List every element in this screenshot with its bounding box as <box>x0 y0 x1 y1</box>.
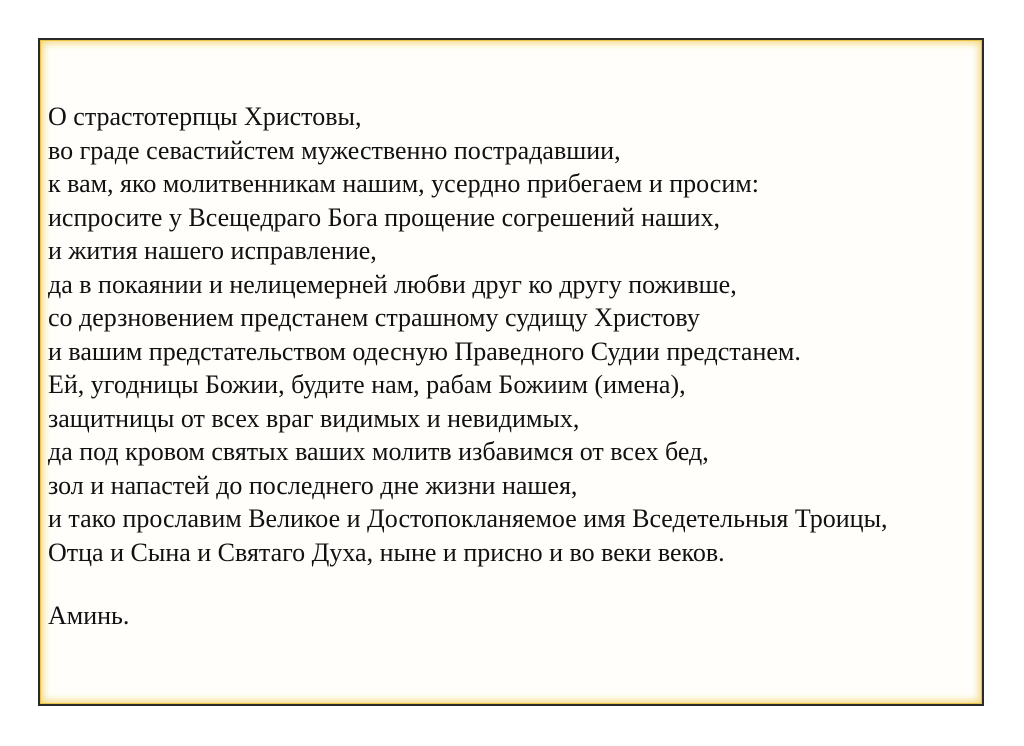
prayer-line: испросите у Всещедраго Бога прощение согрешений наших, <box>48 202 721 232</box>
prayer-line: Отца и Сына и Святаго Духа, ныне и присно и во веки веков. <box>48 537 725 567</box>
prayer-line: к вам, яко молитвенникам нашим, усердно прибегаем и просим: <box>48 169 759 198</box>
prayer-line: и вашим предстательством одесную Праведного Судии предстанем. <box>48 336 801 366</box>
prayer-line: Ей, угодницы Божии, будите нам, рабам Божиим (имена), <box>48 370 686 399</box>
prayer-line: да в покаянии и нелицемерней любви друг ко другу поживше, <box>48 269 737 299</box>
prayer-line: во граде севастийстем мужественно пострадавшии, <box>48 135 621 165</box>
prayer-text <box>48 100 888 569</box>
prayer-line: и жития нашего исправление, <box>48 236 377 265</box>
prayer-line: зол и напастей до последнего дне жизни нашея, <box>48 470 578 500</box>
prayer-line: О страстотерпцы Христовы, <box>48 102 362 131</box>
prayer-line: со дерзновением предстанем страшному судищу Христову <box>48 303 700 332</box>
prayer-frame <box>38 38 984 706</box>
prayer-line: защитницы от всех враг видимых и невидимых, <box>48 403 580 433</box>
prayer-ending: Аминь. <box>48 601 130 630</box>
prayer-line: да под кровом святых ваших молитв избавимся от всех бед, <box>48 437 709 466</box>
prayer-line: и тако прославим Великое и Достопокланяемое имя Вседетельныя Троицы, <box>48 504 888 533</box>
